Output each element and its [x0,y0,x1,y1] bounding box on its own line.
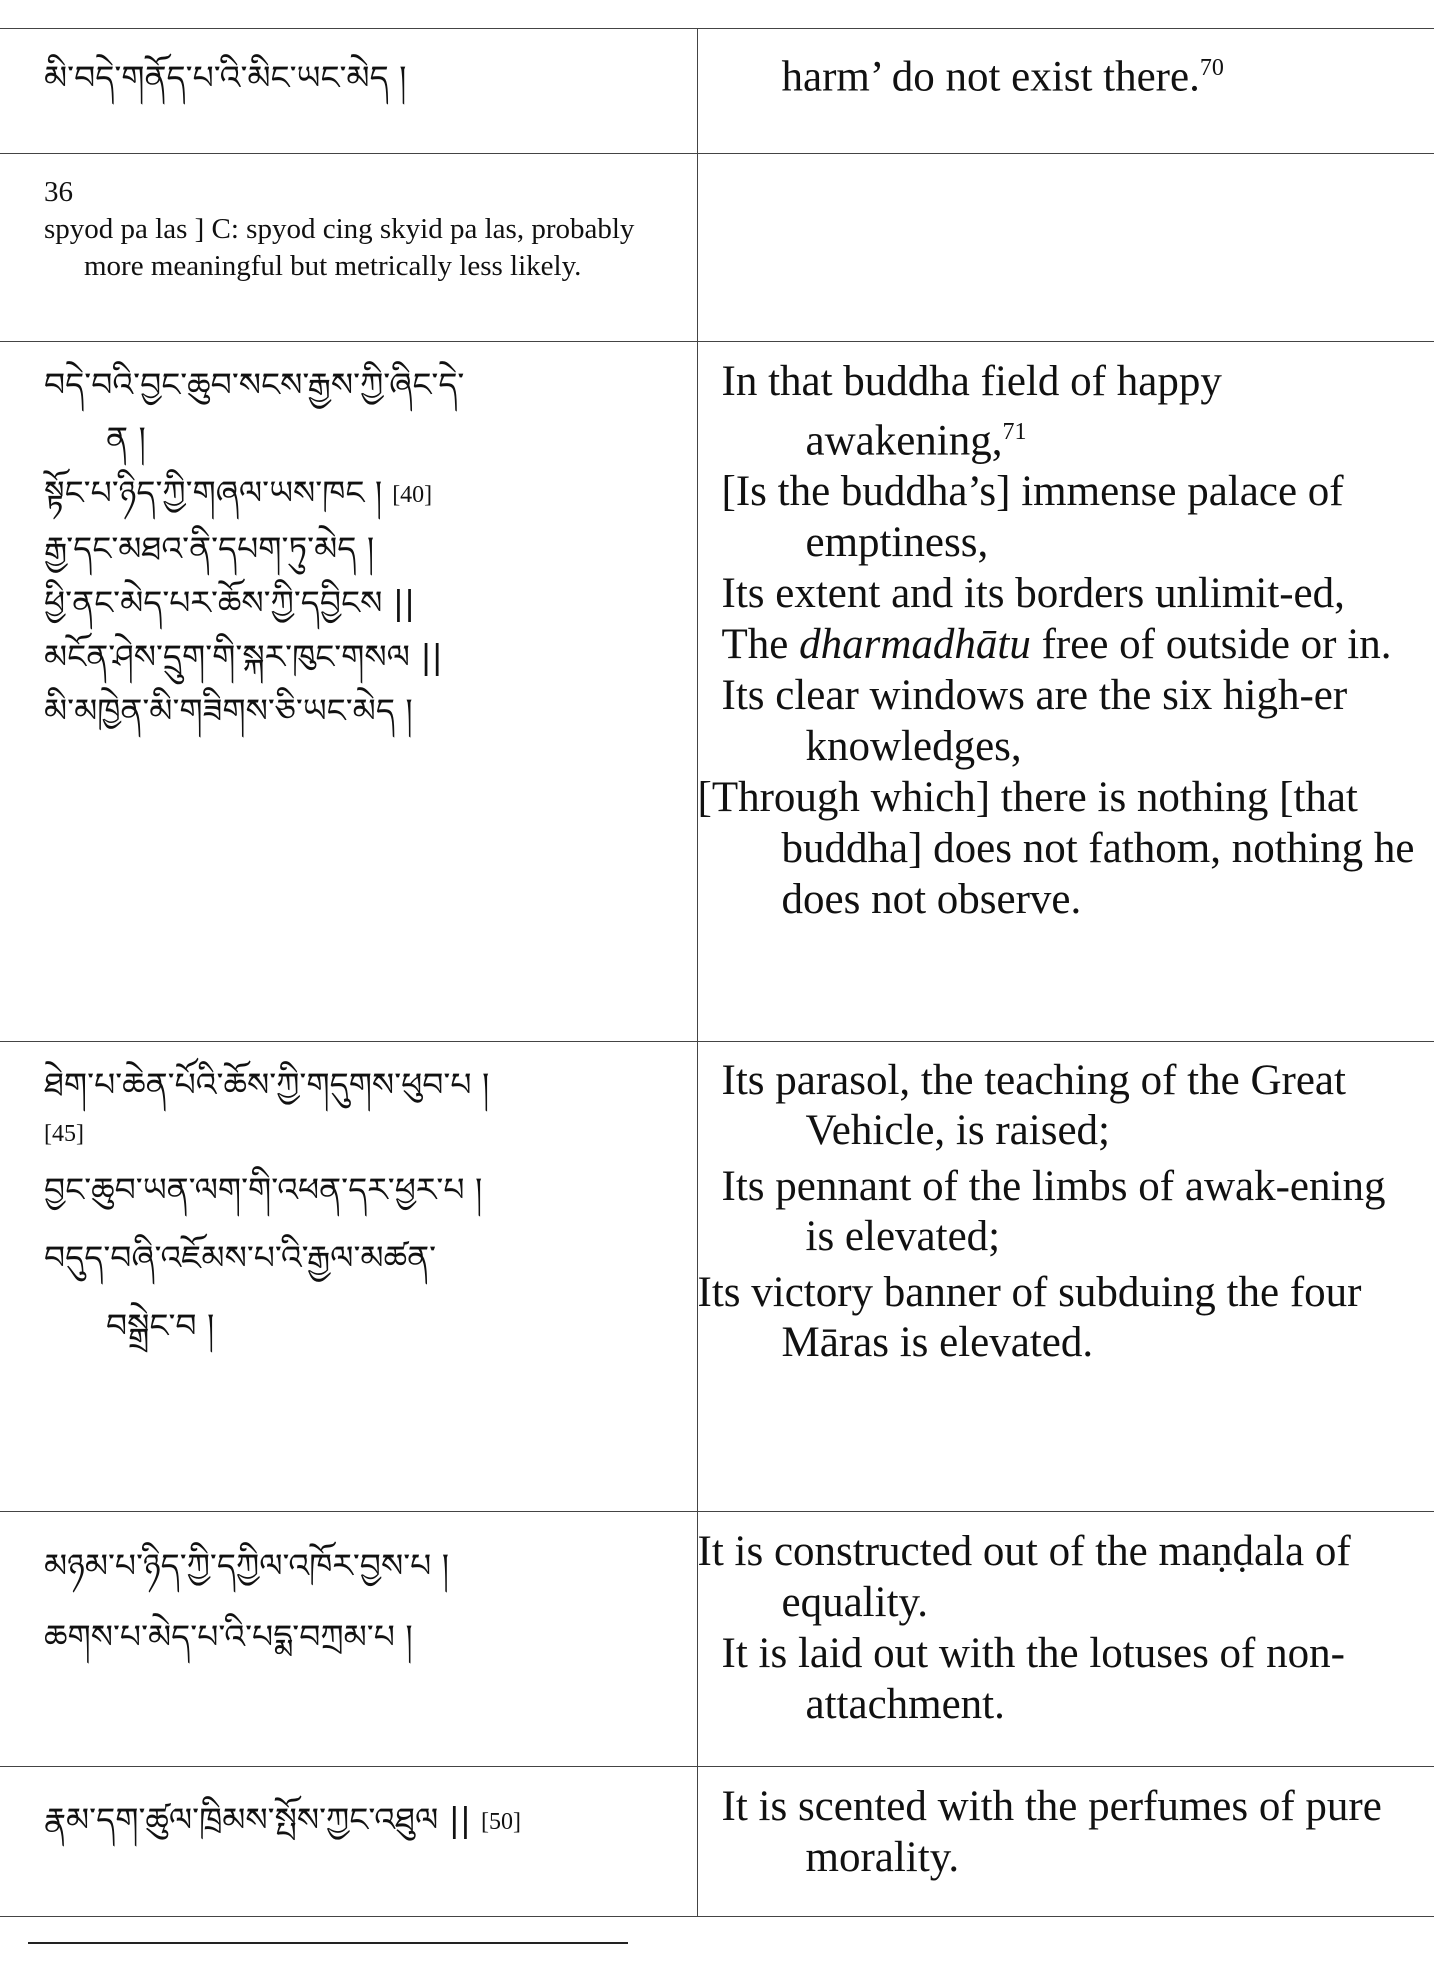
tibetan-line: རྣམ་དག་ཚུལ་ཁྲིམས་སྤོས་ཀྱང་འཐུལ || [50] [44,1800,521,1839]
english-line: Its parasol, the teaching of the Great Vehicle, is raised; [721,1057,1346,1154]
english-cell [697,1512,1434,1767]
english-line: The dharmadhātu free of outside or in. [721,621,1392,669]
tibetan-line: མཉམ་པ་ཉིད་ཀྱི་དཀྱིལ་འཁོར་བྱས་པ ། [44,1546,450,1585]
tibetan-cell [0,1767,697,1917]
tibetan-cell [0,1042,697,1512]
footnote-ref[interactable]: 70 [1199,55,1224,81]
verse-row [0,29,1434,154]
tibetan-cell [0,1512,697,1767]
english-cell [697,29,1434,154]
english-line: [Is the buddha’s] immense palace of emptiness, [721,468,1344,567]
english-line: It is scented with the perfumes of pure morality. [721,1783,1382,1881]
footnote-ref[interactable]: 71 [1002,419,1027,445]
footnote-number: 36 [44,176,73,208]
term-italic: dharmadhātu [799,621,1031,669]
tibetan-line: ཆགས་པ་མེད་པ་འི་པདྨ་བཀྲམ་པ ། [44,1617,413,1656]
verse-row [0,1767,1434,1917]
english-line: harm’ do not exist there.$^{70}$ [781,53,1224,101]
footnote-row [0,154,1434,342]
tibetan-cell [0,342,697,1042]
english-line: In that buddha field of happy awakening,$^{71}$ [721,358,1222,465]
english-line: It is constructed out of the maṇḍala of equality. [697,1528,1351,1626]
tibetan-line: ཐེག་པ་ཆེན་པོའི་ཆོས་ཀྱི་གདུགས་ཕུབ་པ ། [44,1065,490,1104]
footnote-text: spyod pa las ] C: spyod cing skyid pa las, probably more meaningful but metrically less likely. [44,213,635,282]
verse-row [0,1042,1434,1512]
english-cell [697,342,1434,1042]
english-line: [Through which] there is nothing [that buddha] does not fathom, nothing he does not observe. [697,774,1415,924]
footnote-separator-rule [28,1942,628,1944]
tibetan-line: བྱང་ཆུབ་ཡན་ལག་གི་འཕན་དར་ཕྱར་པ ། [44,1170,483,1209]
english-line: Its extent and its borders unlimit-ed, [721,570,1345,618]
footnote-cell [0,154,697,342]
tibetan-line: ཕྱི་ནང་མེད་པར་ཆོས་ཀྱི་དབྱིངས || [44,582,416,622]
tibetan-line: བསྒྲེང་བ ། [106,1306,215,1345]
line-number-tag: [40] [392,481,433,508]
bilingual-text-table [0,28,1434,1917]
english-line: Its clear windows are the six high-er knowledges, [721,672,1348,771]
line-number-tag: [45] [44,1121,84,1147]
footnote [44,168,683,285]
tibetan-cell [0,29,697,154]
tibetan-line: ན ། [106,419,146,458]
tibetan-line: བདུད་བཞི་འཇོམས་པ་འི་རྒྱལ་མཚན་ [44,1238,437,1277]
verse-row [0,342,1434,1042]
empty-cell [697,154,1434,342]
english-cell [697,1767,1434,1917]
english-line: Its pennant of the limbs of awak-ening is elevated; [721,1163,1386,1260]
tibetan-line: མི་མཁྱེན་མི་གཟིགས་ཅི་ཡང་མེད ། [44,690,413,730]
tibetan-line: མི་བདེ་གནོད་པ་འི་མིང་ཡང་མེད ། [44,58,407,97]
tibetan-line: བདེ་བའི་བྱང་ཆུབ་སངས་རྒྱས་ཀྱི་ཞིང་དེ་ [44,365,465,404]
line-number-tag: [50] [481,1808,521,1835]
verse-row [0,1512,1434,1767]
tibetan-line: རྒྱ་དང་མཐའ་ནི་དཔག་ཏུ་མེད ། [44,528,375,568]
english-line: It is laid out with the lotuses of non-attachment. [721,1630,1345,1728]
tibetan-line: སྟོང་པ་ཉིད་ཀྱི་གཞལ་ཡས་ཁང ། [40] [44,473,433,512]
english-line: Its victory banner of subduing the four Māras is elevated. [697,1269,1362,1366]
tibetan-line: མངོན་ཤེས་དྲུག་གི་སྐར་ཁུང་གསལ || [44,636,443,676]
english-cell [697,1042,1434,1512]
